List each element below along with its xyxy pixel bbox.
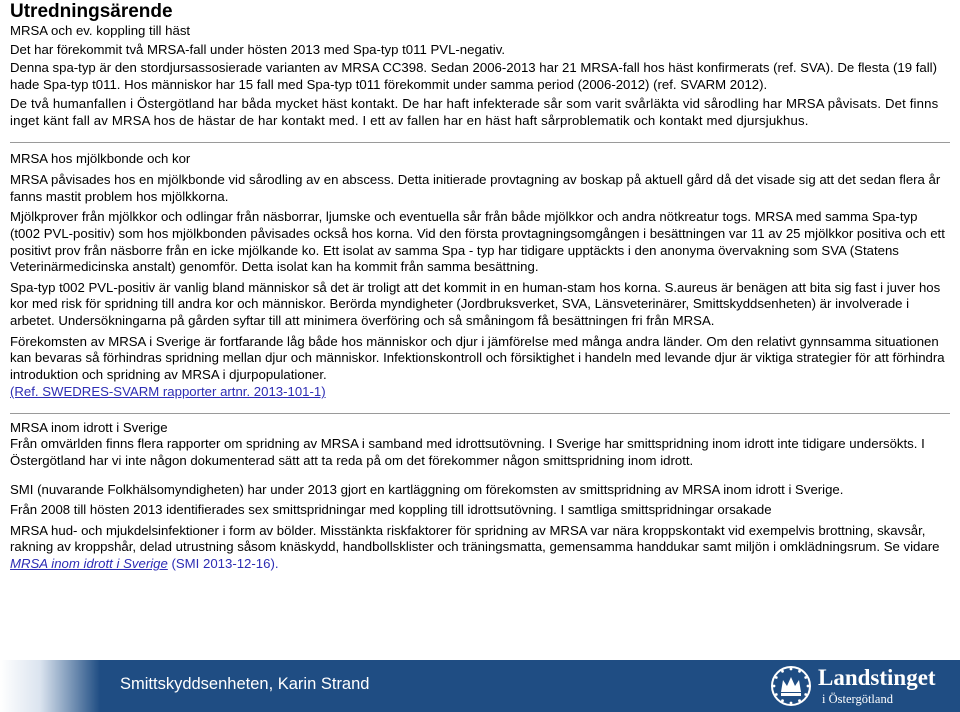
- paragraph: Denna spa-typ är den stordjursassosierade varianten av MRSA CC398. Sedan 2006-2013 har 21 MRSA-fall hos häst konfirmerats (ref. SVA). De flesta (19 fall) hade Spa-typ t011. Hos människor har 15 fall med Spa-typ t011 förekommit under samma period (2006-2012) (ref. SVARM 2012).: [10, 60, 937, 92]
- footer-bar: [0, 660, 960, 712]
- paragraph: Det har förekommit två MRSA-fall under hösten 2013 med Spa-typ t011 PVL-negativ.: [10, 41, 506, 57]
- smi-report-ref[interactable]: (SMI 2013-12-16).: [171, 556, 279, 572]
- crown-logo-icon: [770, 665, 812, 707]
- section-horse: [10, 23, 950, 130]
- logo-name: Landstinget: [818, 665, 936, 690]
- paragraph: Spa-typ t002 PVL-positiv är vanlig bland människor så det är troligt att det kommit in en human-stam hos korna. S.aureus är benägen att bita sig fast i juver hos kor med risk för spridning till andra kor och människor. Berörda myndigheter (Jordbruksverket, SVA, Länsveterinärer, Smittskyddsenheten) är involverade i arbetet. Undersökningarna på gården syftar till att minimera överföring och så småningom få besättningen fri från MRSA.: [10, 279, 941, 328]
- paragraph: MRSA påvisades hos en mjölkbonde vid sårodling av en abscess. Detta initierade provtagning av boskap på aktuell gård då det visade sig att det sedan flera år fanns mastit problem hos mjölkkorna.: [10, 172, 941, 204]
- page-title: Utredningsärende: [10, 1, 173, 22]
- section-divider: [10, 413, 950, 414]
- footer-gradient: [0, 660, 100, 712]
- paragraph: Från omvärlden finns flera rapporter om spridning av MRSA i samband med idrottsutövning. I Sverige har smittspridning inom idrott inte tidigare undersökts. I Östergötland har vi inte någon dokumenterad sätt att ta reda på om det förekommer någon smittspridning inom idrott.: [10, 436, 925, 469]
- reference-link[interactable]: (Ref. SWEDRES-SVARM rapporter artnr. 2013-101-1): [10, 384, 326, 400]
- section-dairy: [10, 151, 950, 401]
- paragraph-text: MRSA hud- och mjukdelsinfektioner i form av bölder. Misstänkta riskfaktorer för spridning av MRSA var nära kroppskontakt vid exempelvis brottning, skavsår, rakning av kroppshår, delad utrustning såsom knäskydd, handbollsklister och träningsmatta, gemensamma handdukar samt miljön i omklädningsrum. Se vidare: [10, 522, 940, 555]
- section-heading: MRSA och ev. koppling till häst: [10, 23, 191, 38]
- document-page: [10, 0, 950, 577]
- section-divider: [10, 142, 950, 143]
- logo-subtitle: i Östergötland: [822, 692, 893, 706]
- paragraph: Mjölkprover från mjölkkor och odlingar från näsborrar, ljumske och eventuella sår från både mjölkkor och andra nötkreatur togs. MRSA med samma Spa-typ (t002 PVL-positiv) som hos mjölkbonden påvisades också hos korna. Vid den första provtagningsomgången i besättningen var 11 av 25 mjölkkor positiva och ett positivt prov från näsborre från en icke mjölkande ko. Ett isolat av samma Spa - typ har tidigare upptäckts i den anonyma övervakning som SVA (Statens Veterinärmedicinska anstalt) genomför. Detta isolat kan ha kommit från samma besättning.: [10, 209, 945, 275]
- smi-report-link[interactable]: MRSA inom idrott i Sverige: [10, 556, 168, 572]
- paragraph: De två humanfallen i Östergötland har båda mycket häst kontakt. De har haft infekterade sår som varit svårläkta vid sårodling har MRSA påvisats. Det finns inget känt fall av MRSA hos de hästar de har kontakt med. I ett av fallen har en häst haft sårproblematik och kontakt med djursjukhus.: [10, 96, 939, 128]
- section-heading: MRSA hos mjölkbonde och kor: [10, 150, 191, 166]
- landstinget-logo: [770, 664, 955, 708]
- section-sports: [10, 420, 950, 573]
- paragraph: Förekomsten av MRSA i Sverige är fortfarande låg både hos människor och djur i jämförelse med många andra länder. Om den relativt gynnsamma situationen kan bevaras så förhindras spridning mellan djur och människor. Infektionskontroll och försiktighet i handeln med levande djur är viktiga strategier för att förhindra introduktion och spridning av MRSA i djurpopulationer.: [10, 333, 945, 382]
- paragraph: Från 2008 till hösten 2013 identifierades sex smittspridningar med koppling till idrottsutövning. I samtliga smittspridningar orsakade: [10, 502, 772, 518]
- footer-text: Smittskyddsenheten, Karin Strand: [120, 675, 370, 693]
- section-heading: MRSA inom idrott i Sverige: [10, 419, 168, 435]
- paragraph: SMI (nuvarande Folkhälsomyndigheten) har under 2013 gjort en kartläggning om förekomsten av smittspridning av MRSA inom idrott i Sverige.: [10, 481, 844, 497]
- paragraph-with-link: [10, 523, 950, 573]
